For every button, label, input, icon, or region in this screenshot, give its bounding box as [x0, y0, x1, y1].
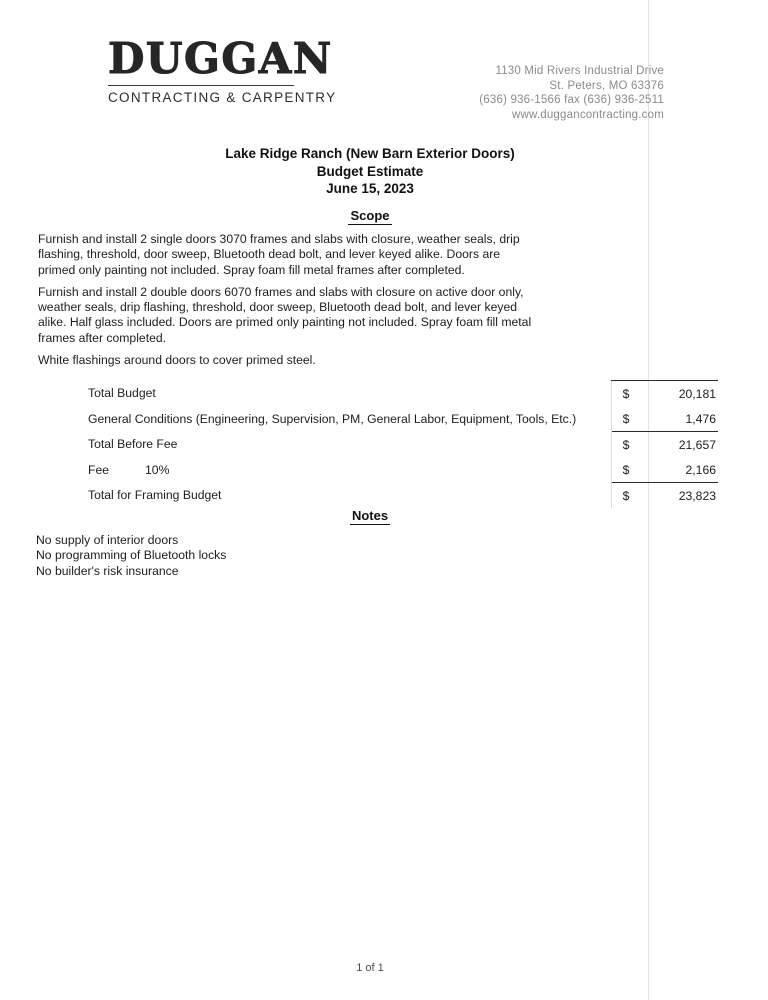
row-label: Total for Framing Budget — [88, 488, 222, 503]
note-item: No builder's risk insurance — [36, 563, 179, 578]
row-amount: 2,166 — [685, 462, 716, 477]
row-amount: 1,476 — [685, 411, 716, 426]
scope-paragraph: White flashings around doors to cover primed steel. — [38, 353, 316, 368]
address-website: www.duggancontracting.com — [511, 108, 664, 121]
notes-content — [36, 533, 536, 579]
table-row — [88, 483, 718, 509]
row-label: Total Budget — [88, 386, 156, 401]
address-phone-fax: (636) 936-1566 fax (636) 936-2511 — [479, 94, 664, 106]
table-row — [88, 457, 718, 483]
letterhead — [0, 36, 768, 126]
scope-paragraph: Furnish and install 2 single doors 3070 frames and slabs with closure, weather seals, drip flashing, threshold, door sweep, Bluetooth dead bolt, and lever keyed alike. Doors are primed only painting not included. Spray foam fill metal frames after completed. — [38, 232, 520, 277]
row-currency: $ — [612, 483, 640, 509]
table-row — [88, 406, 718, 432]
table-row — [88, 432, 718, 458]
row-amount: 20,181 — [640, 381, 718, 407]
row-currency: $ — [612, 457, 640, 483]
notes-heading-text: Notes — [351, 508, 389, 523]
logo-wordmark: DUGGAN — [108, 34, 333, 83]
table-row — [88, 381, 718, 407]
row-currency: $ — [612, 432, 640, 458]
page-number: 1 of 1 — [356, 962, 384, 974]
row-label: Total Before Fee — [88, 437, 178, 452]
scope-paragraph: Furnish and install 2 double doors 6070 frames and slabs with closure on active door only, weather seals, drip flashing, threshold, door sweep, Bluetooth dead bolt, and lever keyed alike. Half glass included. Doors are primed only painting not included. Spray foam fill metal frames after completed. — [38, 284, 532, 345]
logo-tagline: CONTRACTING & CARPENTRY — [108, 90, 337, 105]
note-item: No supply of interior doors — [36, 533, 179, 547]
document-type: Budget Estimate — [316, 163, 424, 179]
scope-content — [38, 232, 538, 375]
row-amount: 23,823 — [640, 483, 718, 509]
notes-heading — [0, 508, 740, 523]
row-currency: $ — [612, 381, 640, 407]
note-item: No programming of Bluetooth locks — [36, 548, 227, 563]
page-footer — [0, 962, 740, 974]
scope-heading-text: Scope — [350, 208, 390, 223]
document-date: June 15, 2023 — [326, 181, 414, 196]
fee-label: Fee — [88, 462, 110, 477]
row-label — [88, 457, 612, 483]
document-title — [0, 145, 740, 198]
project-name: Lake Ridge Ranch (New Barn Exterior Doors) — [225, 146, 515, 161]
logo-divider-rule — [108, 85, 294, 86]
budget-table — [88, 380, 718, 508]
row-currency: $ — [612, 406, 640, 432]
address-street: 1130 Mid Rivers Industrial Drive — [495, 65, 664, 77]
row-amount: 21,657 — [640, 432, 718, 458]
company-logo — [108, 34, 337, 106]
row-label: General Conditions (Engineering, Supervision, PM, General Labor, Equipment, Tools, Etc.) — [88, 411, 577, 426]
address-city-state-zip: St. Peters, MO 63376 — [549, 79, 664, 92]
fee-percent: 10% — [145, 462, 170, 477]
scope-heading — [0, 208, 740, 223]
company-address-block — [479, 64, 664, 122]
